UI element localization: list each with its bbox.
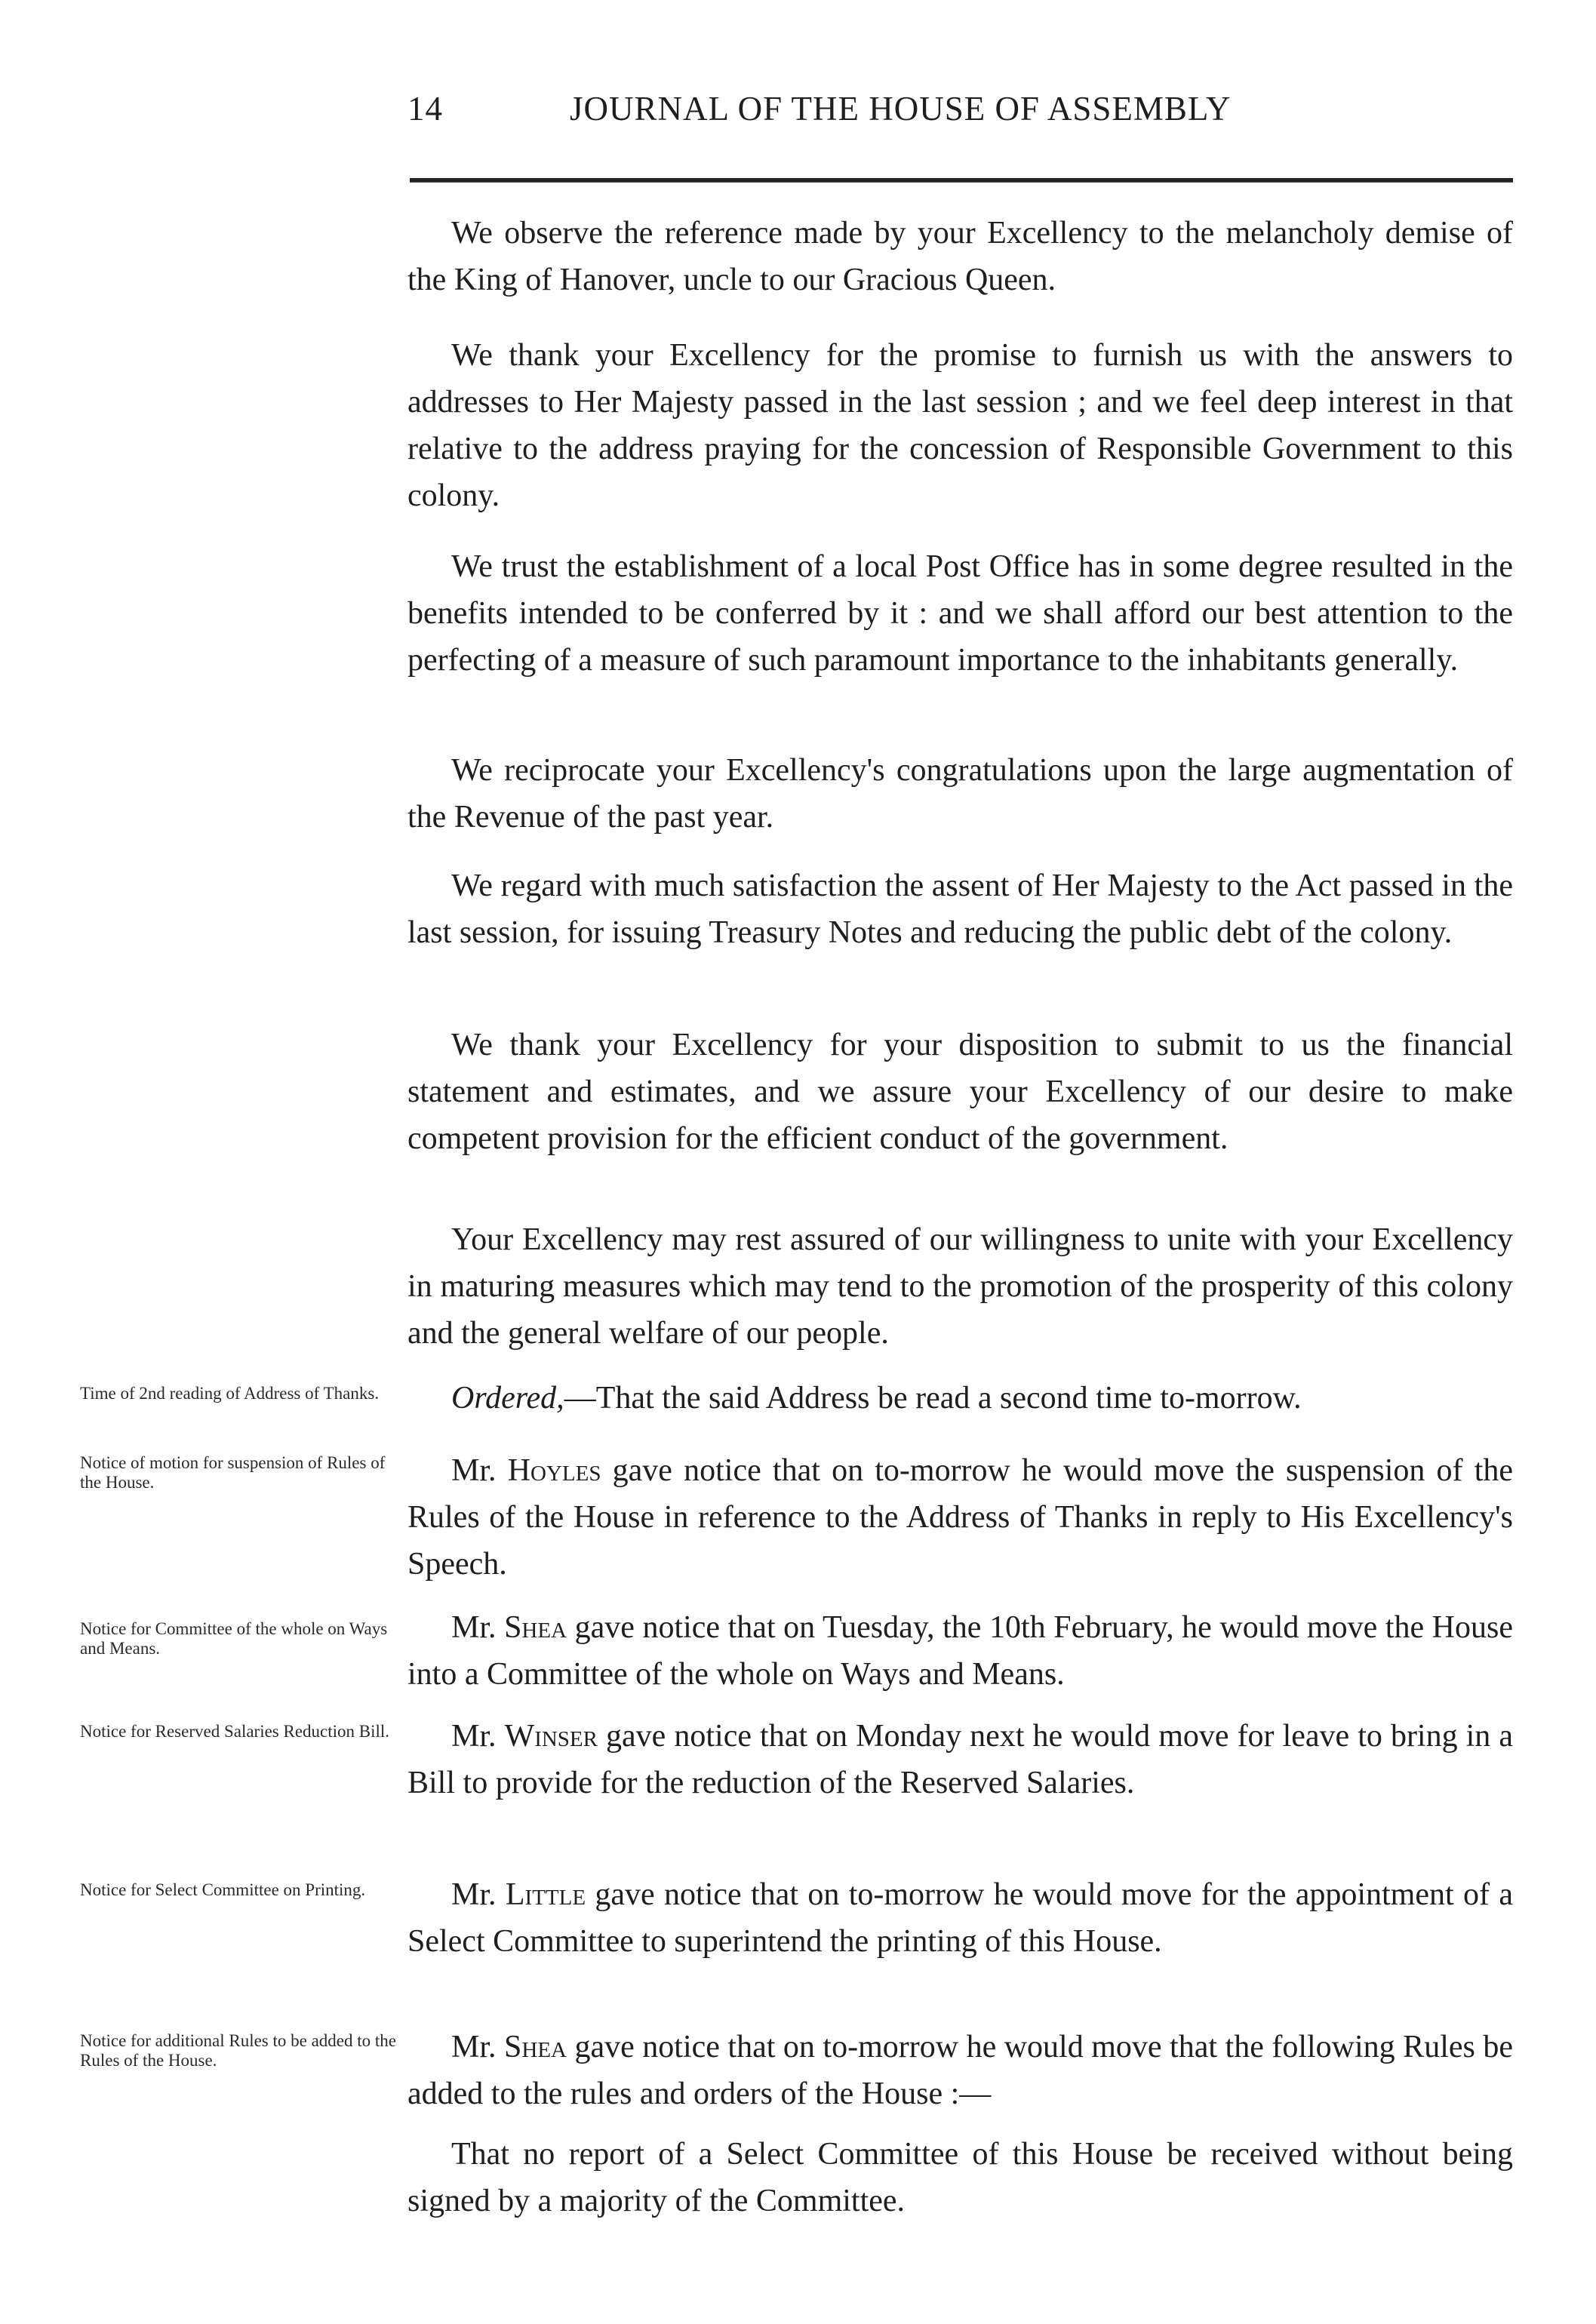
minute-entry <box>407 1604 1513 1698</box>
entry-text: gave notice that on to-morrow he would move that the following Rules be added to the rules and orders of the House :— <box>407 2030 1514 2111</box>
entry-text: gave notice that on to-morrow he would move the suspension of the Rules of the House in reference to the Address of Thanks in reply to His Excellency's Speech. <box>407 1453 1514 1582</box>
entry-prefix: Mr. <box>451 1610 505 1645</box>
minute-entry <box>407 2024 1513 2117</box>
paragraph: We thank your Excellency for the promise to furnish us with the answers to addresses to Her Majesty passed in the last session ; and we feel deep interest in that relative to the address praying for the concession of Responsible Government to this colony. <box>407 338 1513 513</box>
margin-note: Notice of motion for suspension of Rules of the House. <box>80 1453 386 1492</box>
running-title: JOURNAL OF THE HOUSE OF ASSEMBLY <box>570 90 1232 128</box>
paragraph: We trust the establishment of a local Post Office has in some degree resulted in the benefits intended to be conferred by it : and we shall afford our best attention to the perfecting of a measure of such paramount importance to the inhabitants generally. <box>407 549 1513 678</box>
paragraph: Your Excellency may rest assured of our willingness to unite with your Excellency in maturing measures which may tend to the promotion of the prosperity of this colony and the general welfare of our people. <box>407 1222 1513 1351</box>
entry-text: gave notice that on Tuesday, the 10th February, he would move the House into a Committee of the whole on Ways and Means. <box>407 1610 1513 1692</box>
entry-prefix: Mr. <box>451 1719 505 1754</box>
paragraph: We regard with much satisfaction the assent of Her Majesty to the Act passed in the last session, for issuing Treasury Notes and reducing the public debt of the colony. <box>407 868 1513 950</box>
header-rule <box>410 178 1513 183</box>
page-header <box>407 89 1509 128</box>
margin-note: Notice for Committee of the whole on Ways and Means. <box>80 1619 388 1658</box>
page-number: 14 <box>407 90 443 128</box>
margin-note: Notice for Reserved Salaries Reduction Bill. <box>80 1722 390 1741</box>
entry-prefix: Mr. <box>451 2030 505 2064</box>
minute-entry <box>407 1447 1513 1588</box>
closing-paragraph: That no report of a Select Committee of this House be received without being signed by a majority of the Committee. <box>407 2137 1513 2218</box>
minute-entry <box>407 1871 1513 1965</box>
margin-note: Notice for Select Committee on Printing. <box>80 1880 366 1899</box>
entry-prefix: Mr. <box>451 1453 508 1488</box>
entry-text: gave notice that on to-morrow he would move for the appointment of a Select Committee to superintend the printing of this House. <box>407 1877 1513 1959</box>
member-name: Shea <box>504 2030 567 2064</box>
entry-text: gave notice that on Monday next he would move for leave to bring in a Bill to provide for the reduction of the Reserved Salaries. <box>407 1719 1513 1800</box>
entry-text: —That the said Address be read a second time to-morrow. <box>564 1381 1302 1416</box>
paragraph: We observe the reference made by your Excellency to the melancholy demise of the King of Hanover, uncle to our Gracious Queen. <box>407 216 1513 297</box>
member-name: Little <box>505 1877 586 1912</box>
paragraph: We reciprocate your Excellency's congratulations upon the large augmentation of the Revenue of the past year. <box>407 753 1513 835</box>
member-name: Shea <box>504 1610 567 1645</box>
minute-entry <box>407 1375 1513 1422</box>
paragraph: We thank your Excellency for your disposition to submit to us the financial statement and estimates, and we assure your Excellency of our desire to make competent provision for the efficient conduct of the government. <box>407 1028 1513 1156</box>
member-name: Hoyles <box>507 1453 601 1488</box>
minute-entry <box>407 1713 1513 1806</box>
entry-prefix: Mr. <box>451 1877 506 1912</box>
margin-note: Notice for additional Rules to be added to the Rules of the House. <box>80 2031 396 2070</box>
member-name: Winser <box>504 1719 598 1754</box>
entry-lead: Ordered, <box>451 1381 564 1416</box>
margin-note: Time of 2nd reading of Address of Thanks. <box>80 1384 380 1403</box>
